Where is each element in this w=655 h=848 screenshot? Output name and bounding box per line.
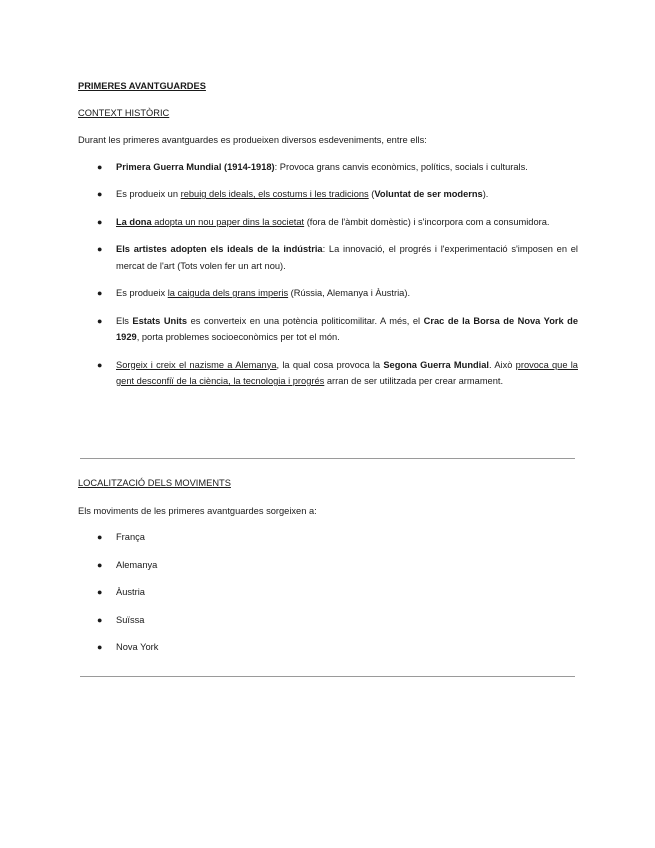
item-text: : Provoca grans canvis econòmics, polítics, socials i culturals. [274, 161, 528, 172]
item-text: Es produeix un [116, 189, 181, 199]
item-text-bold: Els artistes adopten els ideals de la indústria [116, 244, 323, 254]
document-title: PRIMERES AVANTGUARDES [78, 81, 206, 91]
list-item [78, 214, 578, 231]
bullet-icon: ● [97, 244, 103, 254]
bullet-icon: ● [97, 315, 103, 326]
context-list [78, 159, 578, 390]
section-divider [80, 676, 575, 677]
list-item [78, 584, 578, 601]
list-item [78, 639, 578, 656]
location-item: Alemanya [116, 559, 158, 570]
item-text: Es produeix [116, 288, 168, 298]
location-item: Suïssa [116, 614, 145, 625]
location-list [78, 529, 578, 656]
context-heading: CONTEXT HISTÒRIC [78, 107, 170, 118]
item-text: , la qual cosa provoca la [276, 359, 384, 370]
bullet-icon: ● [97, 359, 103, 370]
bullet-icon: ● [97, 189, 103, 199]
list-item [78, 186, 578, 203]
item-text: (Rússia, Alemanya i Àustria). [288, 288, 411, 298]
item-text: Els [116, 315, 133, 326]
item-text: , porta problemes socioeconòmics per tot el món. [136, 332, 340, 342]
item-text-bold: Segona Guerra Mundial [383, 359, 490, 370]
item-text-underlined: provoca que la gent desconfiï de la ciència, la tecnologia i progrés [116, 359, 578, 386]
item-text-bold: Primera Guerra Mundial (1914-1918) [116, 161, 275, 172]
list-item [78, 612, 578, 629]
item-text-underlined: rebuig dels ideals, els costums i les tradicions [180, 189, 369, 199]
item-text: : La innovació, el progrés i l'experimentació s'imposen en el mercat de l'art (Tots volen fer un art nou). [116, 244, 578, 271]
location-section [78, 475, 578, 667]
location-item: França [116, 532, 145, 542]
item-text: ). [482, 189, 489, 199]
list-item [78, 285, 578, 302]
item-text: arran de ser utilitzada per crear armament. [324, 376, 504, 386]
section-divider [80, 458, 575, 459]
document-page [78, 78, 578, 401]
item-text-underlined: la caiguda dels grans imperis [167, 288, 289, 298]
bullet-icon: ● [97, 216, 103, 227]
bullet-icon: ● [97, 642, 103, 652]
item-text-underlined: adopta un nou paper dins la societat [151, 216, 305, 227]
location-item: Àustria [116, 587, 145, 597]
bullet-icon: ● [97, 288, 103, 298]
list-item [78, 557, 578, 574]
location-intro: Els moviments de les primeres avantguardes sorgeixen a: [78, 505, 317, 516]
item-text: . Això [489, 359, 516, 370]
location-item: Nova York [116, 642, 159, 652]
item-text: ( [368, 189, 375, 199]
item-text-bold-underlined: La dona [116, 216, 152, 227]
bullet-icon: ● [97, 559, 103, 570]
list-item [78, 529, 578, 546]
context-intro: Durant les primeres avantguardes es produeixen diversos esdeveniments, entre ells: [78, 135, 427, 145]
bullet-icon: ● [97, 587, 103, 597]
bullet-icon: ● [97, 532, 103, 542]
item-text-bold: Estats Units [132, 315, 188, 326]
list-item [78, 159, 578, 176]
location-heading: LOCALITZACIÓ DELS MOVIMENTS [78, 478, 231, 488]
item-text-bold: Voluntat de ser moderns [374, 189, 483, 199]
list-item [78, 357, 578, 390]
item-text: es converteix en una potència politicomilitar. A més, el [187, 315, 424, 326]
item-text-bold: Crac de la Borsa de Nova York de 1929 [116, 315, 579, 342]
bullet-icon: ● [97, 161, 103, 172]
list-item [78, 241, 578, 274]
item-text: (fora de l'àmbit domèstic) i s'incorpora com a consumidora. [304, 216, 550, 227]
item-text-underlined: Sorgeix i creix el nazisme a Alemanya [116, 359, 277, 370]
list-item [78, 313, 578, 346]
bullet-icon: ● [97, 614, 103, 625]
